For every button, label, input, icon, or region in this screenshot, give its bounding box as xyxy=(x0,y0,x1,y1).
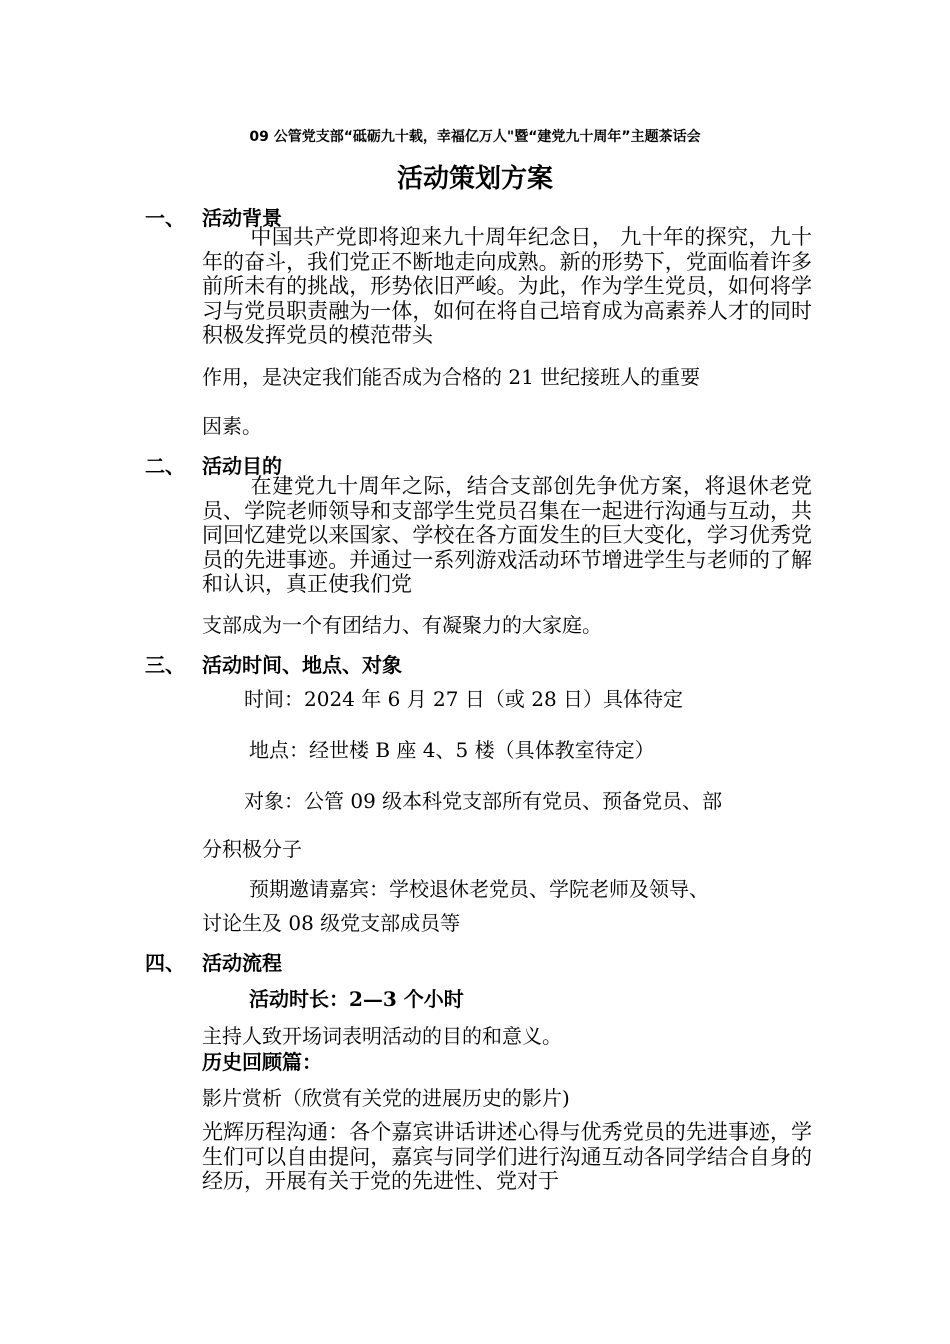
film-appreciation: 影片赏析（欣赏有关党的进展历史的影片) xyxy=(202,1086,570,1110)
event-guests-line-2: 讨论生及 08 级党支部成员等 xyxy=(202,911,461,935)
section-4-number: 四、 xyxy=(145,951,185,975)
section-1-continuation-1: 作用，是决定我们能否成为合格的 21 世纪接班人的重要 xyxy=(202,365,701,389)
section-2-continuation: 支部成为一个有团结力、有凝聚力的大家庭。 xyxy=(202,613,602,637)
document-title: 活动策划方案 xyxy=(396,164,553,194)
section-1-heading: 活动背景 xyxy=(202,206,282,230)
section-1-continuation-2: 因素。 xyxy=(202,414,262,438)
event-target-line-1: 对象：公管 09 级本科党支部所有党员、预备党员、部 xyxy=(244,789,723,813)
event-time: 时间：2024 年 6 月 27 日（或 28 日）具体待定 xyxy=(244,687,684,711)
section-3-heading: 活动时间、地点、对象 xyxy=(202,653,402,677)
activity-duration: 活动时长：2—3 个小时 xyxy=(249,987,464,1011)
document-subtitle: 09 公管党支部“砥砺九十载，幸福亿万人"暨“建党九十周年”主题茶话会 xyxy=(249,129,701,145)
glory-communication-paragraph: 光辉历程沟通：各个嘉宾讲话讲述心得与优秀党员的先进事迹，学生们可以自由提问，嘉宾与同学们进行沟通互动各同学结合自身的经历，开展有关于党的先进性、党对于 xyxy=(202,1120,812,1193)
section-2-paragraph-text: 在建党九十周年之际，结合支部创先争优方案，将退休老党员、学院老师领导和支部学生党员召集在一起进行沟通与互动，共同回忆建党以来国家、学校在各方面发生的巨大变化，学习优秀党员的先进事迹。并通过一系列游戏活动环节增进学生与老师的了解和认识，真正使我们党 xyxy=(202,474,812,596)
section-4-heading: 活动流程 xyxy=(202,951,282,975)
section-1-paragraph-text: 中国共产党即将迎来九十周年纪念日， 九十年的探究，九十年的奋斗，我们党正不断地走向成熟。新的形势下，党面临着许多前所未有的挑战，形势依旧严峻。为此，作为学生党员，如何将学习与党员职责融为一体，如何在将自己培育成为高素养人才的同时积极发挥党员的模范带头 xyxy=(202,225,812,347)
event-target-line-2: 分积极分子 xyxy=(202,837,302,861)
section-1-paragraph xyxy=(202,225,812,348)
event-place: 地点：经世楼 B 座 4、5 楼（具体教室待定） xyxy=(249,738,655,762)
section-2-paragraph xyxy=(202,474,812,597)
section-2-number: 二、 xyxy=(145,454,185,478)
section-2-heading: 活动目的 xyxy=(202,454,282,478)
history-review-heading: 历史回顾篇： xyxy=(202,1050,322,1074)
opening-speech: 主持人致开场词表明活动的目的和意义。 xyxy=(202,1024,562,1048)
section-3-number: 三、 xyxy=(145,653,185,677)
event-guests-line-1: 预期邀请嘉宾：学校退休老党员、学院老师及领导、 xyxy=(249,877,709,901)
section-1-number: 一、 xyxy=(145,206,185,230)
